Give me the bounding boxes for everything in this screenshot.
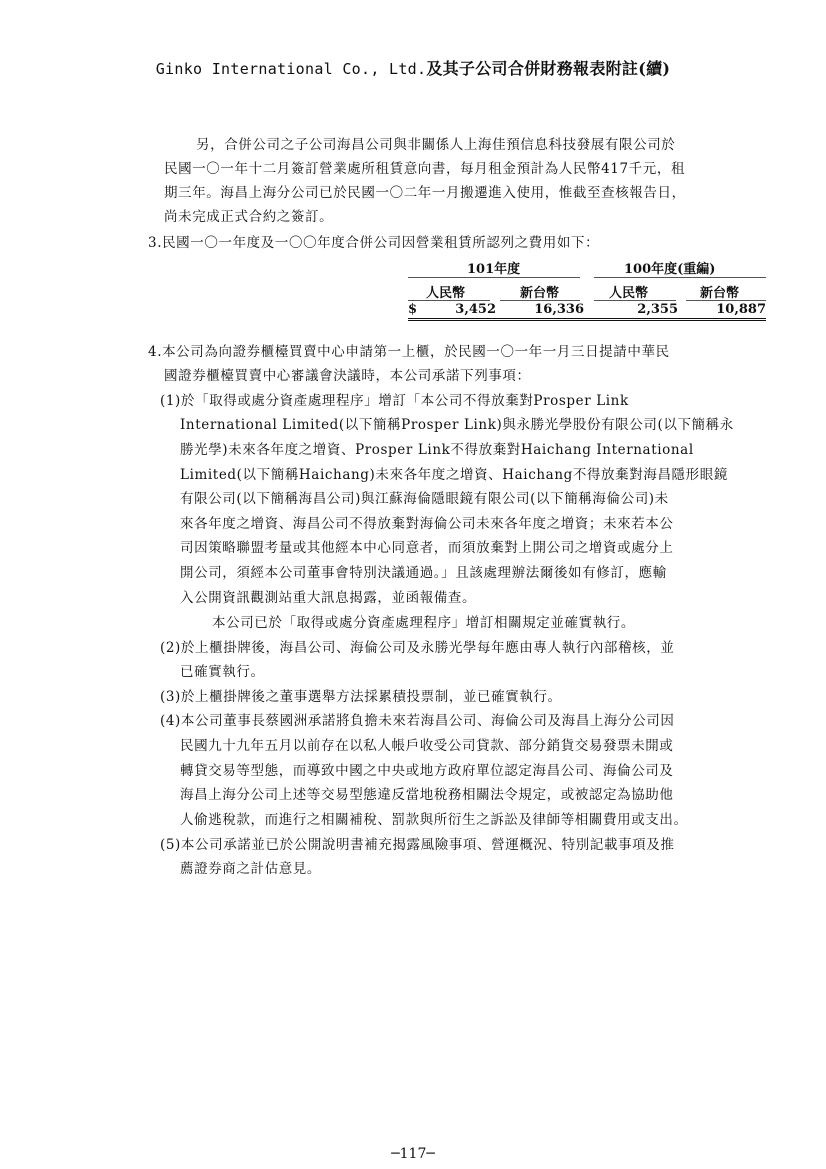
lease-paragraph-line: 期三年。海昌上海分公司已於民國一〇二年一月搬遷進入使用，惟截至查核報告日， [164, 185, 686, 201]
commitment-1-status: 本公司已於「取得或處分資產處理程序」增訂相關規定並確實執行。 [212, 615, 635, 631]
year-101-underline [408, 277, 580, 278]
commitment-4-line: 人偷逃稅款，而進行之相關補稅、罰款與所衍生之訴訟及律師等相關費用或支出。 [180, 812, 688, 828]
commitment-4-line: 轉貸交易等型態，而導致中國之中央或地方政府單位認定海昌公司、海倫公司及 [180, 763, 674, 779]
year-101-header: 101年度 [467, 262, 521, 277]
value-rmb-101: 3,452 [455, 302, 496, 317]
commitment-1-line: International Limited(以下簡稱Prosper Link)與永勝光學股份有限公司(以下簡稱永 [180, 417, 734, 433]
commitment-1-line: 勝光學)未來各年度之增資、Prosper Link不得放棄對Haichang International [180, 442, 694, 458]
column-underline [594, 300, 676, 301]
commitment-1-line: 入公開資訊觀測站重大訊息揭露，並函報備查。 [180, 590, 477, 606]
commitment-4-line: 民國九十九年五月以前存在以私人帳戶收受公司貸款、部分銷貨交易發票未開或 [180, 738, 674, 754]
lease-paragraph-line: 民國一〇一年十二月簽訂營業處所租賃意向書，每月租金預計為人民幣417千元，租 [164, 161, 686, 177]
column-underline [500, 300, 580, 301]
column-underline [686, 300, 766, 301]
year-100-header: 100年度(重編) [624, 262, 716, 277]
column-header-rmb-100: 人民幣 [609, 286, 649, 301]
page-number: ─117─ [391, 1146, 435, 1162]
item-4-intro-line: 國證券櫃檯買賣中心審議會決議時，本公司承諾下列事項： [164, 368, 531, 384]
commitment-2-line: (2)於上櫃掛牌後，海昌公司、海倫公司及永勝光學每年應由專人執行內部稽核，並 [160, 640, 675, 656]
table-total-double-rule [408, 318, 766, 321]
value-ntd-101: 16,336 [534, 302, 584, 317]
year-100-underline [594, 277, 766, 278]
commitment-1-line: 司因策略聯盟考量或其他經本中心同意者，而須放棄對上開公司之增資或處分上 [180, 540, 674, 556]
commitment-4-line: 海昌上海分公司上述等交易型態違反當地稅務相關法令規定，或被認定為協助他 [180, 787, 674, 803]
column-header-rmb-101: 人民幣 [426, 286, 466, 301]
column-header-ntd-100: 新台幣 [700, 286, 740, 301]
column-header-ntd-101: 新台幣 [520, 286, 560, 301]
lease-paragraph-line: 另，合併公司之子公司海昌公司與非關係人上海佳預信息科技發展有限公司於 [196, 137, 676, 153]
commitment-3-line: (3)於上櫃掛牌後之董事選舉方法採累積投票制，並已確實執行。 [160, 689, 562, 705]
page-header [0, 56, 826, 79]
lease-paragraph-line: 尚未完成正式合約之簽訂。 [164, 209, 334, 225]
commitment-4-line: (4)本公司董事長蔡國洲承諾將負擔未來若海昌公司、海倫公司及海昌上海分公司因 [160, 713, 675, 729]
commitment-1-line: 來各年度之增資、海昌公司不得放棄對海倫公司未來各年度之增資；未來若本公 [180, 516, 674, 532]
currency-symbol: $ [408, 302, 418, 317]
item-4-intro-line: 4.本公司為向證券櫃檯買賣中心申請第一上櫃，於民國一〇一年一月三日提請中華民 [148, 344, 670, 360]
commitment-2-line: 已確實執行。 [180, 664, 265, 680]
item-3-heading: 3.民國一〇一年度及一〇〇年度合併公司因營業租賃所認列之費用如下： [148, 235, 600, 251]
commitment-1-line: 有限公司(以下簡稱海昌公司)與江蘇海倫隱眼鏡有限公司(以下簡稱海倫公司)未 [180, 491, 669, 507]
commitment-1-line: 開公司，須經本公司董事會特別決議通過。」且該處理辦法爾後如有修訂，應輸 [180, 565, 667, 581]
company-name-en: Ginko International Co., Ltd. [155, 60, 427, 78]
value-rmb-100: 2,355 [637, 302, 678, 317]
value-ntd-100: 10,887 [716, 302, 766, 317]
header-title-zh: 及其子公司合併財務報表附註(續) [426, 59, 671, 78]
commitment-1-line: (1)於「取得或處分資產處理程序」增訂「本公司不得放棄對Prosper Link [160, 393, 629, 409]
column-underline [408, 300, 490, 301]
commitment-5-line: (5)本公司承諾並已於公開說明書補充揭露風險事項、營運概況、特別記載事項及推 [160, 837, 675, 853]
commitment-1-line: Limited(以下簡稱Haichang)未來各年度之增資、Haichang不得放棄對海昌隱形眼鏡 [180, 467, 728, 483]
commitment-5-line: 薦證券商之計估意見。 [180, 861, 321, 877]
